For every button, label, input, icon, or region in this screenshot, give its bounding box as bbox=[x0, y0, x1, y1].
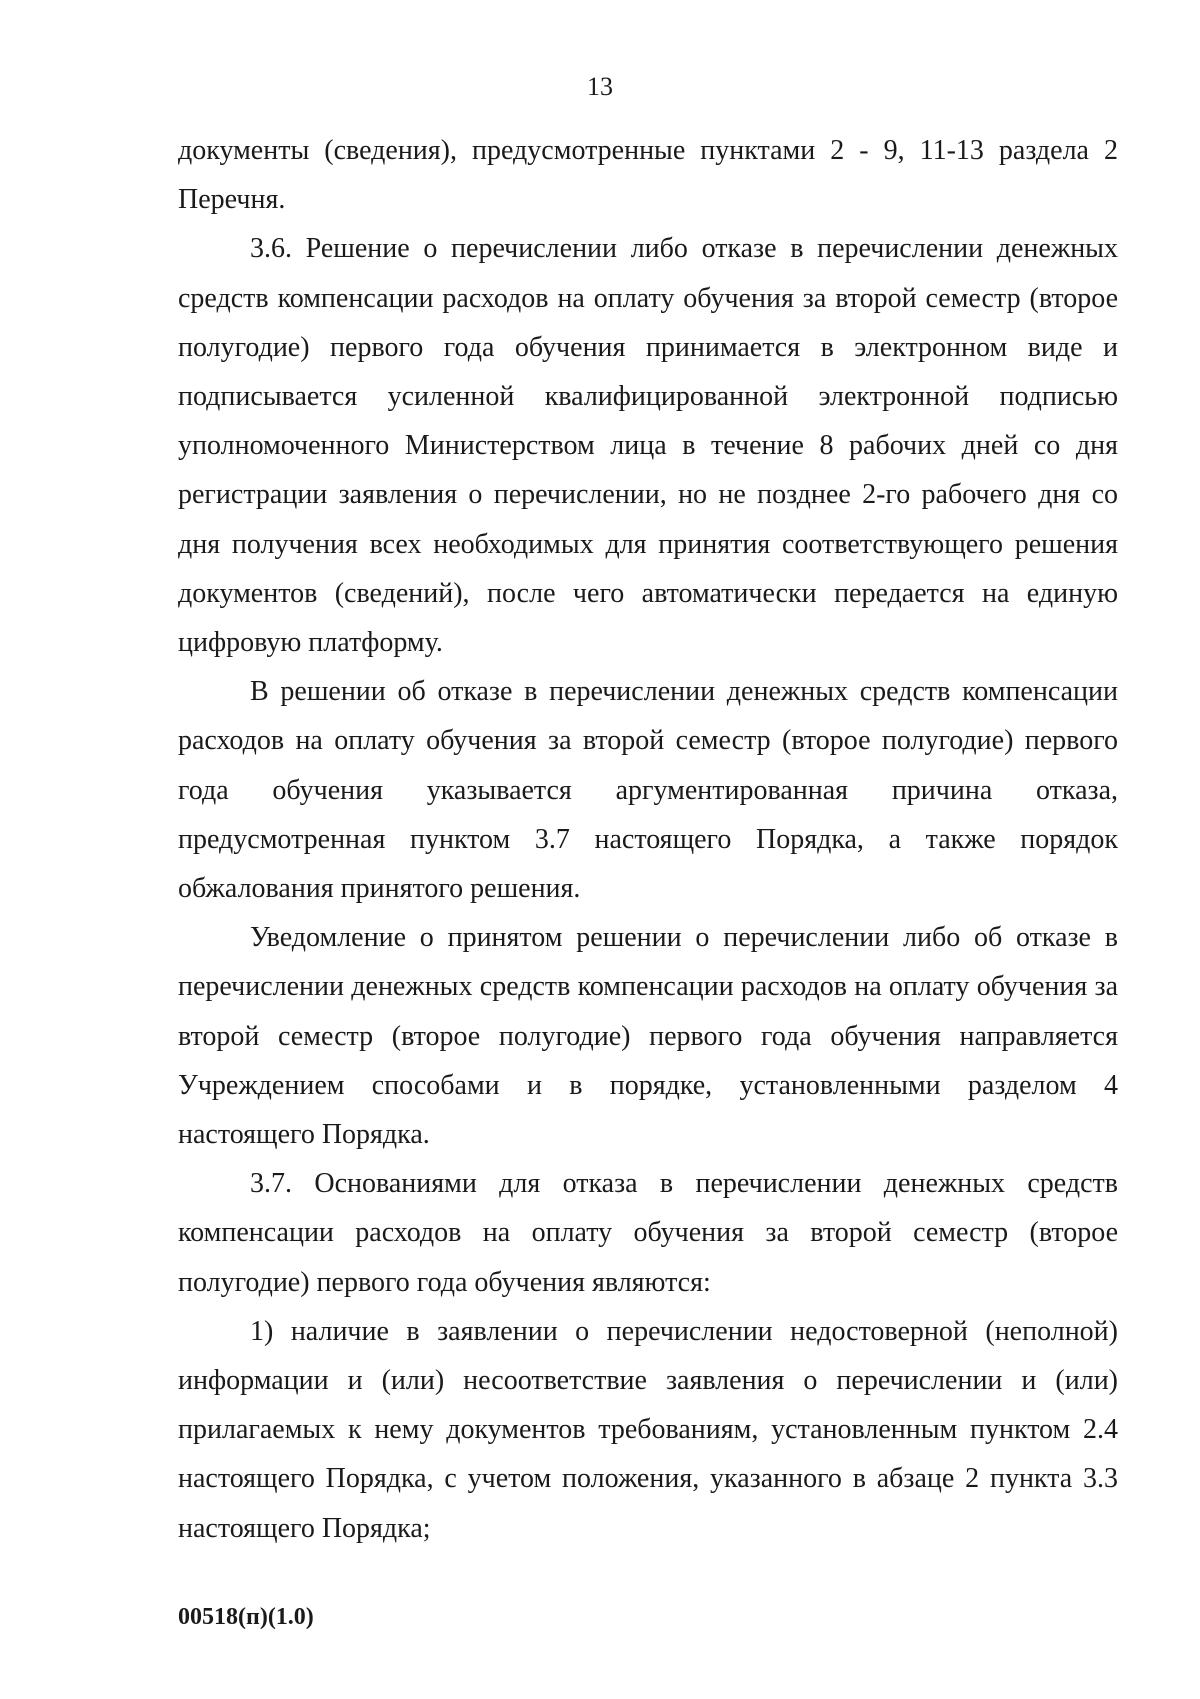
paragraph-continuation: документы (сведения), предусмотренные пунктами 2 - 9, 11-13 раздела 2 Перечня. bbox=[178, 135, 1118, 216]
page-number: 13 bbox=[587, 72, 613, 101]
document-body bbox=[178, 126, 1118, 1553]
paragraph-notification: Уведомление о принятом решении о перечислении либо об отказе в перечислении денежных средств компенсации расходов на оплату обучения за второй семестр (второе полугодие) первого года обучения направляется Учреждением способами и в порядке, установленными разделом 4 настоящего Порядка. bbox=[178, 922, 1118, 1151]
paragraph-3-6: 3.6. Решение о перечислении либо отказе в перечислении денежных средств компенсации расходов на оплату обучения за второй семестр (второе полугодие) первого года обучения принимается в электронном виде и подписывается усиленной квалифицированной электронной подписью уполномоченного Министерством лица в течение 8 рабочих дней со дня регистрации заявления о перечислении, но не позднее 2-го рабочего дня со дня получения всех необходимых для принятия соответствующего решения документов (сведений), после чего автоматически передается на единую цифровую платформу. bbox=[178, 233, 1118, 659]
paragraph-refusal-reason: В решении об отказе в перечислении денежных средств компенсации расходов на оплату обучения за второй семестр (второе полугодие) первого года обучения указывается аргументированная причина отказа, предусмотренная пунктом 3.7 настоящего Порядка, а также порядок обжалования принятого решения. bbox=[178, 676, 1118, 905]
paragraph-item-1: 1) наличие в заявлении о перечислении недостоверной (неполной) информации и (или) несоответствие заявления о перечислении и (или) прилагаемых к нему документов требованиям, установленным пунктом 2.4 настоящего Порядка, с учетом положения, указанного в абзаце 2 пункта 3.3 настоящего Порядка; bbox=[178, 1315, 1118, 1544]
paragraph-3-7: 3.7. Основаниями для отказа в перечислении денежных средств компенсации расходов на оплату обучения за второй семестр (второе полугодие) первого года обучения являются: bbox=[178, 1168, 1118, 1298]
footer-code: 00518(п)(1.0) bbox=[178, 1604, 314, 1630]
